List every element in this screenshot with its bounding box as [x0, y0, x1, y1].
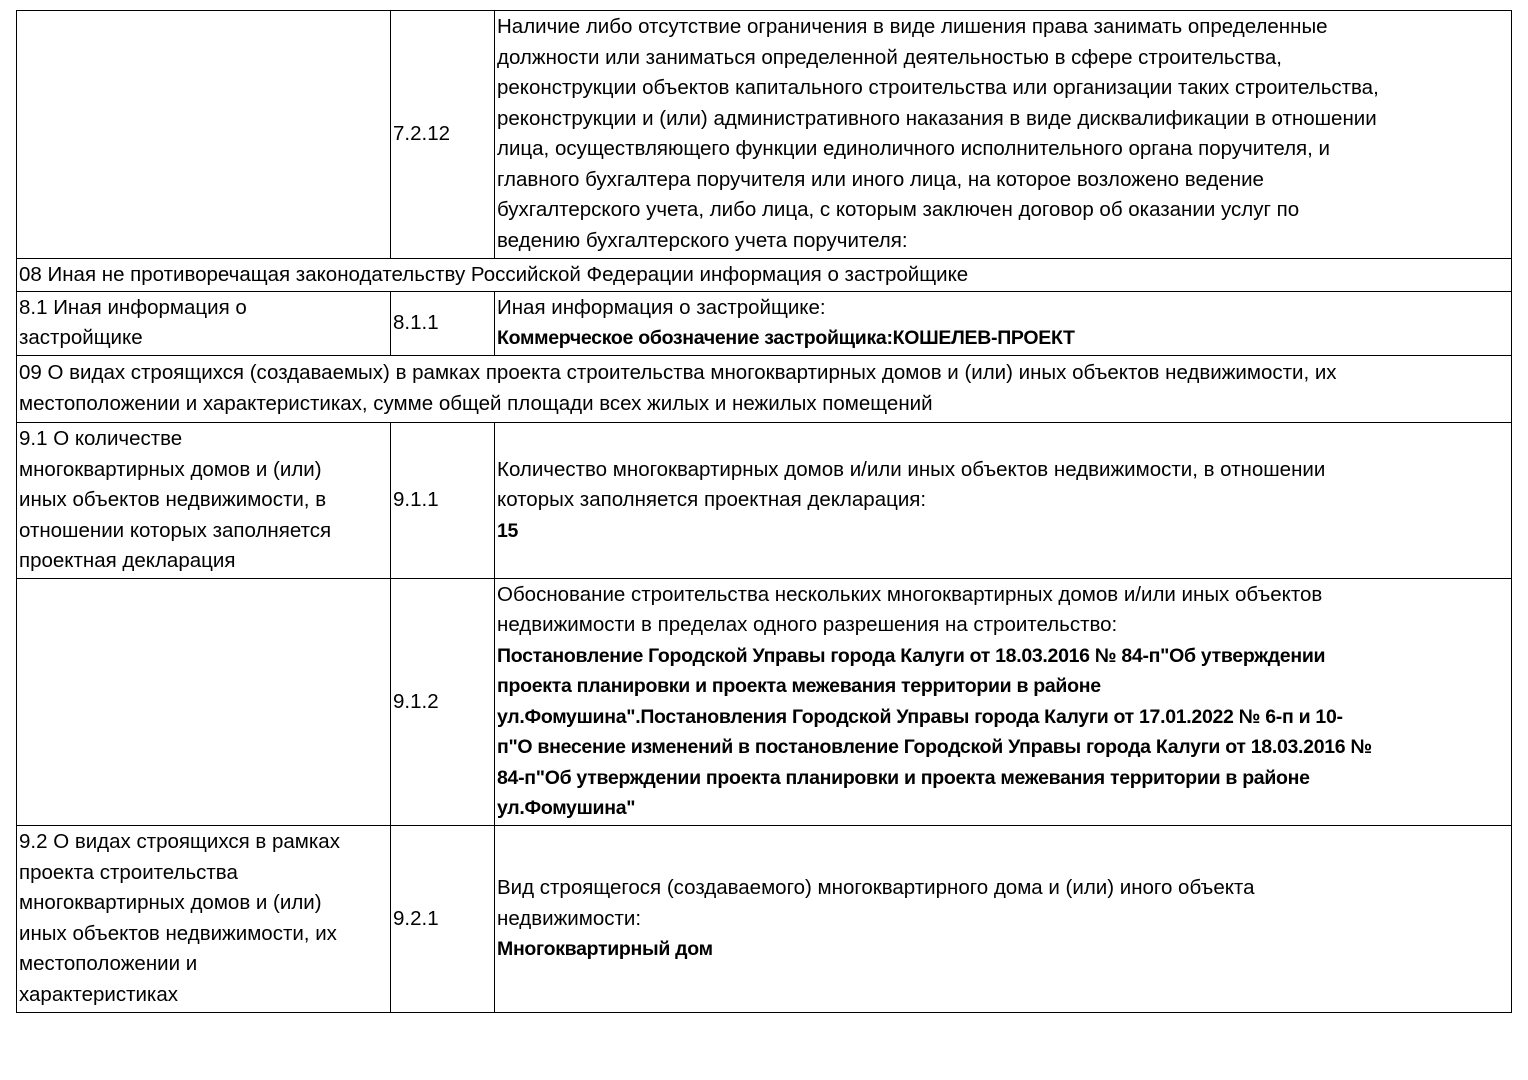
declaration-table	[16, 10, 1512, 1013]
text-line: Многоквартирный дом	[497, 938, 713, 960]
item-code: 8.1.1	[393, 311, 439, 334]
item-code: 7.2.12	[393, 122, 450, 145]
item-code: 9.1.1	[393, 488, 439, 511]
text-line: которых заполняется проектная декларация:	[497, 488, 927, 511]
item-code-cell	[391, 579, 495, 826]
section-header-cell	[17, 259, 1512, 292]
text-line: характеристиках	[19, 982, 178, 1006]
item-code-cell	[391, 292, 495, 355]
table-row	[17, 579, 1512, 827]
section-header-row	[17, 356, 1512, 424]
item-code-cell	[391, 423, 495, 578]
section-header-row	[17, 259, 1512, 293]
section-title-cell	[17, 292, 391, 355]
text-line: проектная декларация	[19, 549, 236, 572]
text-line: Количество многоквартирных домов и/или иных объектов недвижимости, в отношении	[497, 457, 1326, 481]
item-code: 9.2.1	[393, 906, 439, 930]
text-line: 15	[497, 519, 519, 542]
text-line: ул.Фомушина"	[497, 797, 636, 820]
table-row	[17, 826, 1512, 1013]
text-line: 84-п"Об утверждении проекта планировки и проекта межевания территории в районе	[497, 766, 1310, 789]
text-line: местоположении и характеристиках, сумме общей площади всех жилых и нежилых помещений	[19, 391, 933, 415]
text-line: 09 О видах строящихся (создаваемых) в рамках проекта строительства многоквартирных домов и (или) иных объектов недвижимости, их	[19, 361, 1337, 385]
text-line: лица, осуществляющего функции единоличного исполнительного органа поручителя, и	[497, 137, 1330, 161]
text-line: реконструкции объектов капитального строительства или организации таких строительства,	[497, 76, 1379, 100]
text-line: Обоснование строительства нескольких многоквартирных домов и/или иных объектов	[497, 582, 1323, 606]
item-content-cell	[495, 292, 1512, 355]
item-code-cell	[391, 826, 495, 1012]
text-line: многоквартирных домов и (или)	[19, 891, 322, 915]
section-header-cell	[17, 356, 1512, 423]
item-content-cell	[495, 11, 1512, 258]
text-line: Иная информация о застройщике:	[497, 295, 826, 319]
table-row	[17, 11, 1512, 259]
text-line: должности или заниматься определенной деятельностью в сфере строительства,	[497, 45, 1282, 69]
section-title-cell	[17, 579, 391, 826]
text-line: бухгалтерского учета, либо лица, с которым заключен договор об оказании услуг по	[497, 198, 1300, 222]
text-line: недвижимости:	[497, 906, 642, 930]
item-content-cell	[495, 579, 1512, 826]
section-title-cell	[17, 11, 391, 258]
section-title-cell	[17, 826, 391, 1012]
text-line: п"О внесение изменений в постановление Городской Управы города Калуги от 18.03.2016 №	[497, 736, 1372, 759]
text-line: иных объектов недвижимости, их	[19, 921, 337, 945]
table-row	[17, 423, 1512, 579]
text-line: местоположении и	[19, 952, 198, 976]
text-line: ведению бухгалтерского учета поручителя:	[497, 228, 908, 252]
text-line: Наличие либо отсутствие ограничения в виде лишения права занимать определенные	[497, 15, 1328, 39]
text-line: реконструкции и (или) административного наказания в виде дисквалификации в отношении	[497, 106, 1377, 130]
text-line: отношении которых заполняется	[19, 518, 332, 542]
item-content-cell	[495, 423, 1512, 578]
text-line: проекта строительства	[19, 860, 238, 884]
text-line: Коммерческое обозначение застройщика:КОШЕЛЕВ-ПРОЕКТ	[497, 327, 1075, 350]
text-line: проекта планировки и проекта межевания территории в районе	[497, 675, 1101, 698]
text-line: Постановление Городской Управы города Калуги от 18.03.2016 № 84-п"Об утверждении	[497, 644, 1326, 667]
text-line: многоквартирных домов и (или)	[19, 457, 322, 481]
text-line: застройщике	[19, 326, 143, 350]
text-line: 9.2 О видах строящихся в рамках	[19, 830, 340, 854]
item-code: 9.1.2	[393, 689, 439, 713]
text-line: ул.Фомушина".Постановления Городской Управы города Калуги от 17.01.2022 № 6-п и 10-	[497, 705, 1343, 728]
text-line: иных объектов недвижимости, в	[19, 488, 327, 511]
text-line: главного бухгалтера поручителя или иного лица, на которое возложено ведение	[497, 167, 1264, 191]
table-row	[17, 292, 1512, 356]
item-code-cell	[391, 11, 495, 258]
text-line: недвижимости в пределах одного разрешения на строительство:	[497, 613, 1118, 637]
text-line: 9.1 О количестве	[19, 427, 183, 450]
text-line: Вид строящегося (создаваемого) многоквартирного дома и (или) иного объекта	[497, 876, 1255, 899]
text-line: 08 Иная не противоречащая законодательству Российской Федерации информация о застройщике	[19, 262, 969, 286]
text-line: 8.1 Иная информация о	[19, 295, 247, 319]
item-content-cell	[495, 826, 1512, 1012]
section-title-cell	[17, 423, 391, 578]
